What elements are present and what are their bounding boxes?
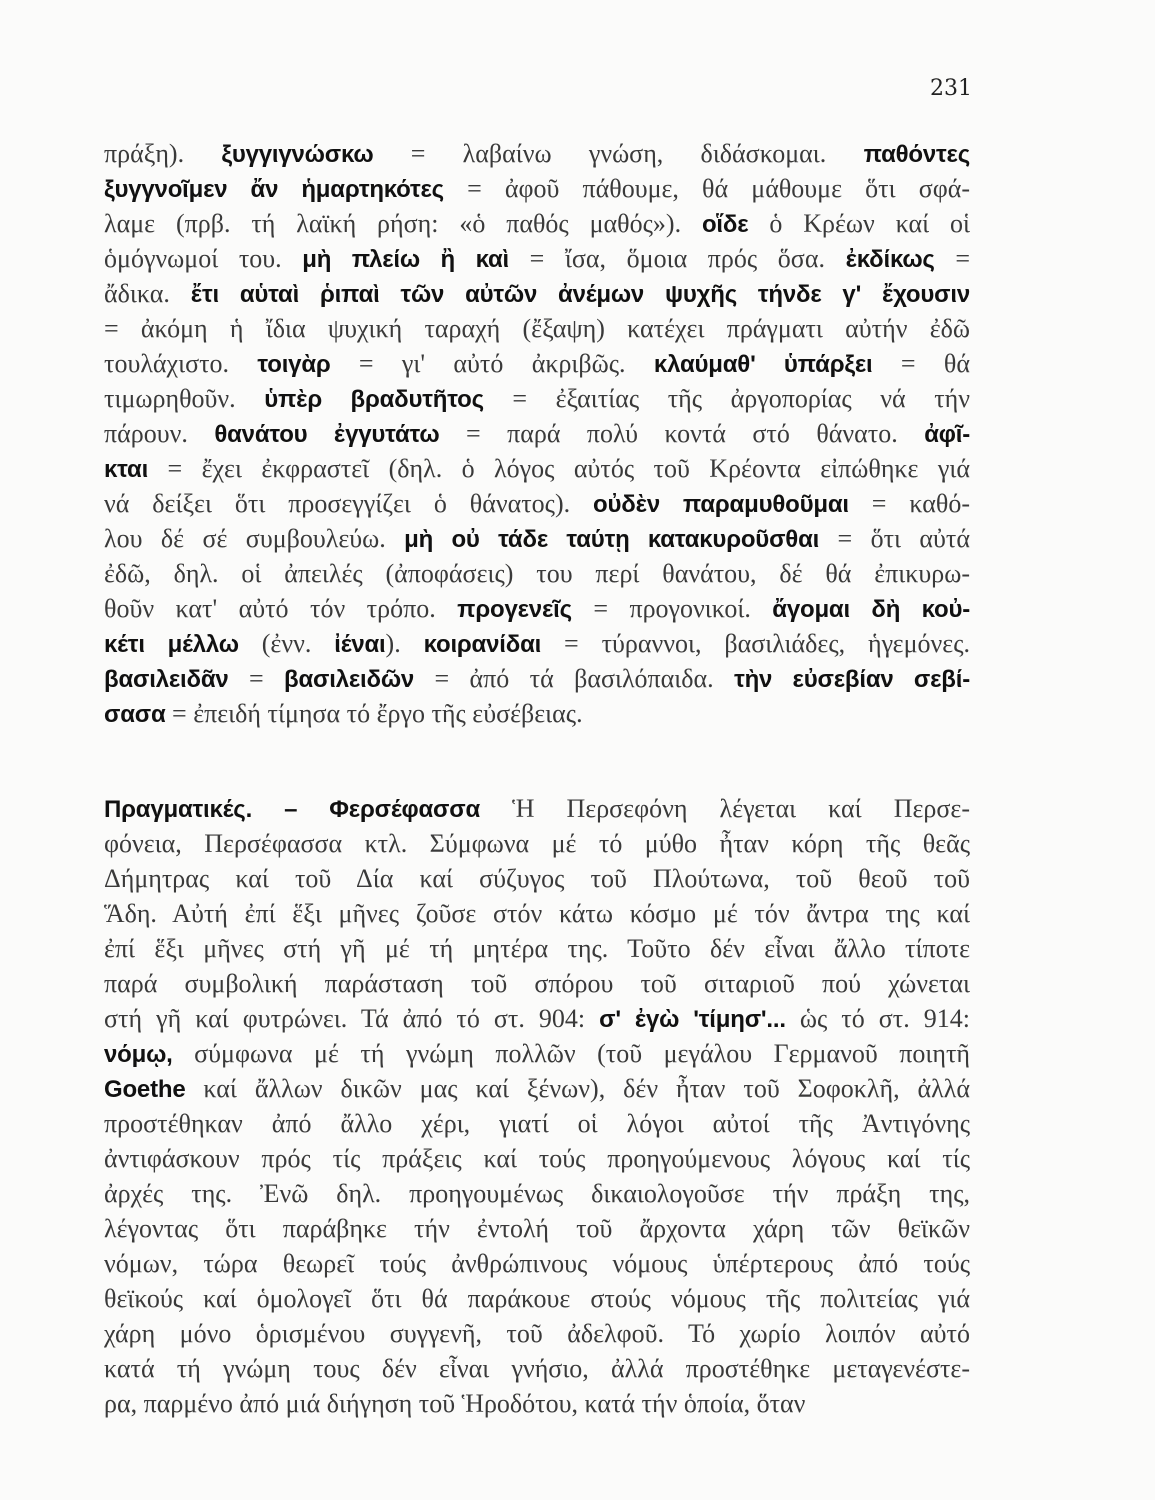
- text-line: [104, 451, 970, 486]
- text-line: [104, 346, 970, 381]
- lemma-term: ξυγγιγνώσκω: [221, 141, 374, 168]
- text-line: [104, 171, 970, 206]
- gloss-text: = ἐπειδή τίμησα τό ἔργο τῆς εὐσέβειας.: [165, 699, 583, 728]
- gloss-text: ἐπί ἕξι μῆνες στή γῆ μέ τή μητέρα της. Τοῦτο δέν εἶναι ἄλλο τίποτε: [104, 934, 970, 963]
- gloss-text: θεϊκούς καί ὁμολογεῖ ὅτι θά παράκουε στούς νόμους τῆς πολιτείας γιά: [104, 1284, 970, 1313]
- text-line: [104, 241, 970, 276]
- gloss-text: σύμφωνα μέ τή γνώμη πολλῶν (τοῦ μεγάλου Γερμανοῦ ποιητῆ: [172, 1039, 970, 1068]
- gloss-text: ).: [385, 629, 424, 658]
- text-line: [104, 1001, 970, 1036]
- gloss-text: θοῦν κατ' αὐτό τόν τρόπο.: [104, 594, 458, 623]
- lemma-term: σ' ἐγὼ 'τίμησ'...: [599, 1006, 786, 1033]
- text-line: [104, 1281, 970, 1316]
- lemma-term: βασιλειδᾶν: [104, 666, 229, 693]
- text-line: [104, 381, 970, 416]
- gloss-text: ὡς τό στ. 914:: [785, 1004, 970, 1033]
- lemma-term: ἄγομαι δὴ κοὐ-: [772, 596, 970, 623]
- gloss-text: = τύραννοι, βασιλιάδες, ἡγεμόνες.: [541, 629, 970, 658]
- gloss-text: λαμε (πρβ. τή λαϊκή ρήση: «ὁ παθός μαθός»).: [104, 209, 702, 238]
- body-text: [104, 136, 970, 1421]
- lemma-term: βασιλειδῶν: [284, 666, 415, 693]
- gloss-text: κατά τή γνώμη τους δέν εἶναι γνήσιο, ἀλλά προστέθηκε μεταγενέστε-: [104, 1354, 970, 1383]
- lemma-term: τοιγὰρ: [257, 351, 331, 378]
- gloss-text: = προγονικοί.: [571, 594, 773, 623]
- lemma-term: θανάτου ἐγγυτάτω: [214, 421, 440, 448]
- lemma-term: ὑπὲρ βραδυτῆτος: [264, 386, 484, 413]
- gloss-text: = γι' αὐτό ἀκριβῶς.: [330, 349, 654, 378]
- lemma-term: κέτι μέλλω: [104, 631, 239, 658]
- gloss-text: = ἔχει ἐκφραστεῖ (δηλ. ὁ λόγος αὐτός τοῦ Κρέοντα εἰπώθηκε γιά: [148, 454, 970, 483]
- gloss-text: ἀντιφάσκουν πρός τίς πράξεις καί τούς προηγούμενους λόγους καί τίς: [104, 1144, 970, 1173]
- text-line: [104, 1386, 970, 1421]
- gloss-text: χάρη μόνο ὁρισμένου συγγενῆ, τοῦ ἀδελφοῦ. Τό χωρίο λοιπόν αὐτό: [104, 1319, 970, 1348]
- text-line: [104, 1176, 970, 1211]
- text-line: [104, 486, 970, 521]
- text-line: [104, 1351, 970, 1386]
- text-line: [104, 791, 970, 826]
- text-line: [104, 276, 970, 311]
- lemma-term: τὴν εὐσεβίαν σεβί-: [734, 666, 970, 693]
- text-line: [104, 696, 970, 731]
- gloss-text: ἐδῶ, δηλ. οἱ ἀπειλές (ἀποφάσεις) του περί θανάτου, δέ θά ἐπικυρω-: [104, 559, 970, 588]
- gloss-text: = ὅτι αὐτά: [819, 524, 970, 553]
- gloss-text: πράξη).: [104, 139, 222, 168]
- gloss-text: προστέθηκαν ἀπό ἄλλο χέρι, γιατί οἱ λόγοι αὐτοί τῆς Ἀντιγόνης: [104, 1109, 970, 1138]
- gloss-text: =: [934, 244, 970, 273]
- gloss-text: παρά συμβολική παράσταση τοῦ σπόρου τοῦ σιταριοῦ πού χώνεται: [104, 969, 970, 998]
- lemma-term: μὴ πλείω ἢ καὶ: [302, 246, 509, 273]
- lemma-term: ἐκδίκως: [845, 246, 935, 273]
- lemma-term: κοιρανίδαι: [423, 631, 542, 658]
- lemma-term: οἵδε: [701, 211, 749, 238]
- notes-paragraph: [104, 791, 970, 1421]
- gloss-text: = ἀκόμη ἡ ἴδια ψυχική ταραχή (ἔξαψη) κατέχει πράγματι αὐτήν ἐδῶ: [104, 314, 970, 343]
- gloss-text: = ἀφοῦ πάθουμε, θά μάθουμε ὅτι σφά-: [443, 174, 970, 203]
- gloss-text: = ἀπό τά βασιλόπαιδα.: [414, 664, 735, 693]
- gloss-text: λου δέ σέ συμβουλεύω.: [104, 524, 405, 553]
- lemma-term: σασα: [104, 701, 166, 728]
- text-line: [104, 661, 970, 696]
- gloss-text: νόμων, τώρα θεωρεῖ τούς ἀνθρώπινους νόμους ὑπέρτερους ἀπό τούς: [104, 1249, 970, 1278]
- lemma-term: παθόντες: [863, 141, 970, 168]
- gloss-text: = ἴσα, ὅμοια πρός ὅσα.: [509, 244, 846, 273]
- lemma-term: Goethe: [104, 1076, 186, 1103]
- lemma-term: οὐδὲν παραμυθοῦμαι: [593, 491, 849, 518]
- paragraph-gap: [104, 731, 970, 791]
- text-line: [104, 1036, 970, 1071]
- text-line: [104, 206, 970, 241]
- lemma-term: κται: [104, 456, 149, 483]
- gloss-text: καί ἄλλων δικῶν μας καί ξένων), δέν ἦταν τοῦ Σοφοκλῆ, ἀλλά: [185, 1074, 970, 1103]
- text-line: [104, 931, 970, 966]
- lemma-term: νόμῳ,: [104, 1041, 173, 1068]
- gloss-text: (ἐνν.: [238, 629, 335, 658]
- gloss-text: λέγοντας ὅτι παράβηκε τήν ἐντολή τοῦ ἄρχοντα χάρη τῶν θεϊκῶν: [104, 1214, 970, 1243]
- gloss-text: πάρουν.: [104, 419, 215, 448]
- text-line: [104, 1071, 970, 1106]
- text-line: [104, 626, 970, 661]
- text-line: [104, 591, 970, 626]
- commentary-paragraph: [104, 136, 970, 731]
- text-line: [104, 1141, 970, 1176]
- page-number: 231: [930, 76, 972, 101]
- gloss-text: = θά: [872, 349, 970, 378]
- gloss-text: = καθό-: [848, 489, 970, 518]
- gloss-text: ἄδικα.: [104, 279, 191, 308]
- gloss-text: τουλάχιστο.: [104, 349, 258, 378]
- text-line: [104, 311, 970, 346]
- text-line: [104, 136, 970, 171]
- text-line: [104, 861, 970, 896]
- gloss-text: ὁμόγνωμοί του.: [104, 244, 303, 273]
- text-line: [104, 1246, 970, 1281]
- gloss-text: φόνεια, Περσέφασσα κτλ. Σύμφωνα μέ τό μύθο ἦταν κόρη τῆς θεᾶς: [104, 829, 970, 858]
- lemma-term: ἔτι αὑταὶ ῥιπαὶ τῶν αὐτῶν ἀνέμων ψυχῆς τήνδε γ' ἔχουσιν: [190, 281, 970, 308]
- lemma-term: ἀφῖ-: [924, 421, 970, 448]
- gloss-text: = λαβαίνω γνώση, διδάσκομαι.: [373, 139, 864, 168]
- gloss-text: ἀρχές της. Ἐνῶ δηλ. προηγουμένως δικαιολογοῦσε τήν πράξη της,: [104, 1179, 970, 1208]
- text-line: [104, 826, 970, 861]
- lemma-term: μὴ οὐ τάδε ταύτῃ κατακυροῦσθαι: [404, 526, 820, 553]
- gloss-text: =: [228, 664, 284, 693]
- gloss-text: Ἡ Περσεφόνη λέγεται καί Περσε-: [480, 794, 970, 823]
- lemma-term: ἰέναι: [334, 631, 386, 658]
- text-line: [104, 896, 970, 931]
- gloss-text: τιμωρηθοῦν.: [104, 384, 265, 413]
- text-line: [104, 416, 970, 451]
- lemma-term: Πραγματικές. – Φερσέφασσα: [104, 796, 480, 823]
- lemma-term: προγενεῖς: [457, 596, 572, 623]
- gloss-text: Δήμητρας καί τοῦ Δία καί σύζυγος τοῦ Πλούτωνα, τοῦ θεοῦ τοῦ: [104, 864, 970, 893]
- gloss-text: = παρά πολύ κοντά στό θάνατο.: [439, 419, 925, 448]
- text-line: [104, 1106, 970, 1141]
- gloss-text: = ἐξαιτίας τῆς ἀργοπορίας νά τήν: [483, 384, 970, 413]
- gloss-text: στή γῆ καί φυτρώνει. Τά ἀπό τό στ. 904:: [104, 1004, 600, 1033]
- text-line: [104, 966, 970, 1001]
- text-line: [104, 521, 970, 556]
- lemma-term: κλαύμαθ' ὑπάρξει: [653, 351, 873, 378]
- gloss-text: ρα, παρμένο ἀπό μιά διήγηση τοῦ Ἡροδότου, κατά τήν ὁποία, ὅταν: [104, 1389, 806, 1418]
- text-line: [104, 1211, 970, 1246]
- text-line: [104, 1316, 970, 1351]
- lemma-term: ξυγγνοῖμεν ἄν ἡμαρτηκότες: [104, 176, 444, 203]
- gloss-text: ὁ Κρέων καί οἱ: [748, 209, 970, 238]
- text-line: [104, 556, 970, 591]
- gloss-text: Ἅδη. Αὐτή ἐπί ἕξι μῆνες ζοῦσε στόν κάτω κόσμο μέ τόν ἄντρα της καί: [104, 899, 970, 928]
- gloss-text: νά δείξει ὅτι προσεγγίζει ὁ θάνατος).: [104, 489, 594, 518]
